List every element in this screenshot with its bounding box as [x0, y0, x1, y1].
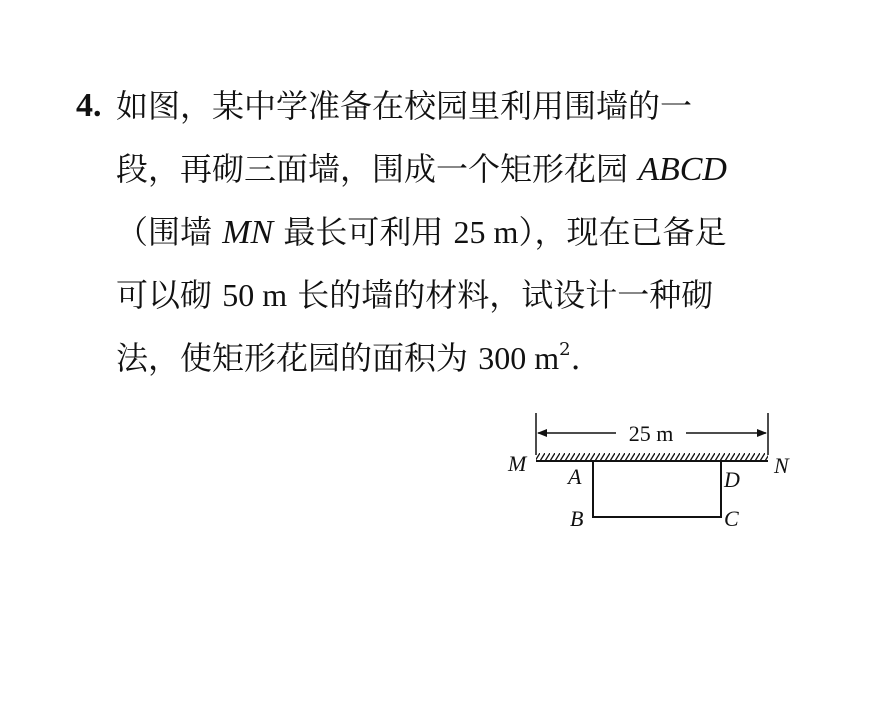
problem-text: 可以砌: [116, 276, 223, 314]
label-d: D: [724, 467, 740, 492]
dimension-arrow-left: [537, 429, 547, 437]
problem-text: 段，再砌三面墙，围成一个矩形花园: [116, 150, 639, 188]
problem-line-3: [116, 204, 726, 261]
wall-length: 25 m: [453, 214, 519, 250]
wall-name: MN: [222, 214, 274, 251]
problem-text: ），现在已备足: [518, 213, 727, 251]
garden-figure: [500, 405, 800, 540]
label-a: A: [568, 464, 582, 489]
dimension-arrow-right: [757, 429, 767, 437]
label-b: B: [570, 506, 584, 531]
wall-hatching: [536, 453, 768, 461]
material-length: 50 m: [222, 277, 288, 313]
rectangle-name: ABCD: [638, 151, 727, 188]
garden-diagram: [500, 405, 800, 540]
label-n: N: [774, 453, 789, 478]
target-area: 300 m: [478, 340, 560, 376]
problem-text: （围墙: [116, 213, 223, 251]
problem-text: .: [570, 339, 581, 377]
problem-text: 如图，某中学准备在校园里利用围墙的一: [116, 87, 693, 125]
label-m: M: [508, 451, 527, 476]
problem-text: 法，使矩形花园的面积为: [116, 339, 479, 377]
garden-rectangle: [593, 461, 721, 517]
label-c: C: [724, 506, 739, 531]
problem-line-2: [116, 141, 727, 198]
problem-text: 最长可利用: [273, 213, 454, 251]
problem-number: 4.: [76, 87, 102, 124]
problem-text: 长的墙的材料，试设计一种砌: [287, 276, 714, 314]
dimension-label: 25 m: [628, 421, 674, 446]
area-exponent: 2: [559, 339, 571, 360]
problem-line-4: [116, 267, 713, 323]
problem-line-1: [116, 78, 692, 134]
problem-line-5: [116, 330, 581, 386]
